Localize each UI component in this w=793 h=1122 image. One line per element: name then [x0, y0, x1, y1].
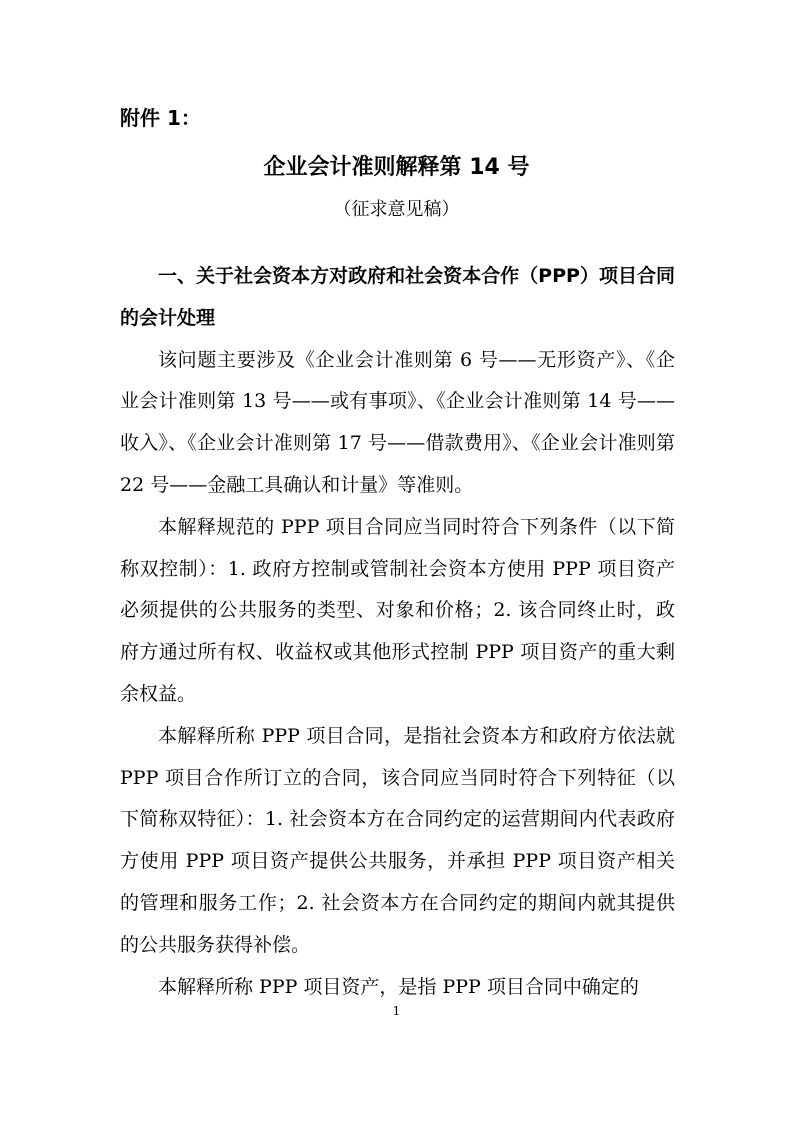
- document-title: 企业会计准则解释第 14 号: [263, 155, 530, 180]
- document-subtitle: （征求意见稿）: [333, 199, 460, 220]
- attachment-label: 附件 1：: [120, 106, 201, 130]
- document-body: [120, 256, 675, 1008]
- paragraph-ppp-assets: 本解释所称 PPP 项目资产，是指 PPP 项目合同中确定的: [158, 975, 639, 998]
- paragraph-dual-control: 本解释规范的 PPP 项目合同应当同时符合下列条件（以下简称双控制）：1. 政府方控制或管制社会资本方使用 PPP 项目资产必须提供的公共服务的类型、对象和价格；2. 该合同终止时，政府方通过所有权、收益权或其他形式控制 PPP 项目资产的重大剩余权益。: [120, 515, 675, 705]
- page-number: 1: [392, 1004, 401, 1018]
- paragraph-dual-features: 本解释所称 PPP 项目合同，是指社会资本方和政府方依法就 PPP 项目合作所订立的合同，该合同应当同时符合下列特征（以下简称双特征）：1. 社会资本方在合同约定的运营期间内代表政府方使用 PPP 项目资产提供公共服务，并承担 PPP 项目资产相关的管理和服务工作；2. 社会资本方在合同约定的期间内就其提供的公共服务获得补偿。: [120, 724, 675, 956]
- paragraph-scope: 该问题主要涉及《企业会计准则第 6 号——无形资产》、《企业会计准则第 13 号——或有事项》、《企业会计准则第 14 号——收入》、《企业会计准则第 17 号——借款费用》、《企业会计准则第 22 号——金融工具确认和计量》等准则。: [120, 348, 675, 496]
- section-heading: 一、关于社会资本方对政府和社会资本合作（PPP）项目合同的会计处理: [120, 265, 675, 329]
